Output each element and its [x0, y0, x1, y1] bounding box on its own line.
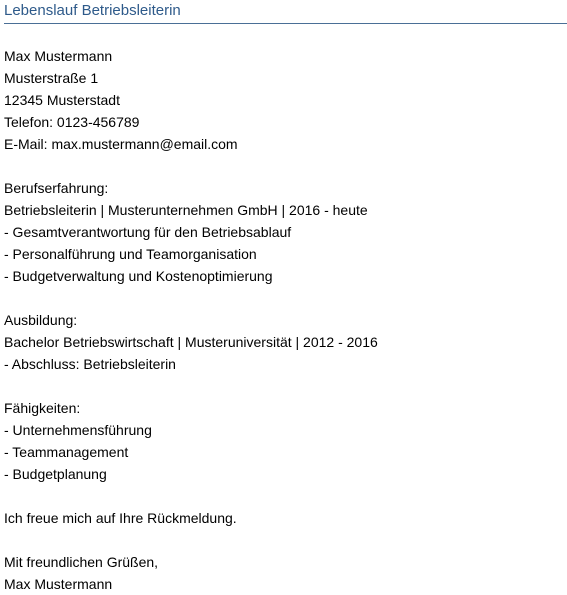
skill-item: - Teammanagement	[4, 444, 129, 460]
contact-name: Max Mustermann	[4, 48, 113, 64]
spacer	[4, 529, 567, 551]
experience-section	[4, 177, 567, 287]
education-heading: Ausbildung:	[4, 312, 78, 328]
skills-heading: Fähigkeiten:	[4, 400, 81, 416]
education-degree: Bachelor Betriebswirtschaft | Musteruniversität | 2012 - 2016	[4, 334, 378, 350]
skill-item: - Unternehmensführung	[4, 422, 152, 438]
spacer	[4, 485, 567, 507]
experience-item: - Gesamtverantwortung für den Betriebsablauf	[4, 224, 292, 240]
spacer	[4, 155, 567, 177]
document-title: Lebenslauf Betriebsleiterin	[4, 2, 181, 19]
experience-item: - Personalführung und Teamorganisation	[4, 246, 257, 262]
experience-heading: Berufserfahrung:	[4, 180, 109, 196]
contact-email: E-Mail: max.mustermann@email.com	[4, 136, 238, 152]
closing-signature: Max Mustermann	[4, 576, 113, 592]
closing-section	[4, 507, 567, 595]
closing-greeting: Mit freundlichen Grüßen,	[4, 554, 159, 570]
spacer	[4, 287, 567, 309]
skills-section	[4, 397, 567, 485]
experience-item: - Budgetverwaltung und Kostenoptimierung	[4, 268, 273, 284]
contact-block	[4, 45, 567, 155]
contact-street: Musterstraße 1	[4, 70, 99, 86]
skill-item: - Budgetplanung	[4, 466, 107, 482]
document-body	[4, 24, 567, 595]
experience-position: Betriebsleiterin | Musterunternehmen GmbH | 2016 - heute	[4, 202, 368, 218]
spacer	[4, 375, 567, 397]
contact-phone: Telefon: 0123-456789	[4, 114, 140, 130]
education-section	[4, 309, 567, 375]
contact-city: 12345 Musterstadt	[4, 92, 120, 108]
closing-text: Ich freue mich auf Ihre Rückmeldung.	[4, 510, 237, 526]
education-item: - Abschluss: Betriebsleiterin	[4, 356, 176, 372]
